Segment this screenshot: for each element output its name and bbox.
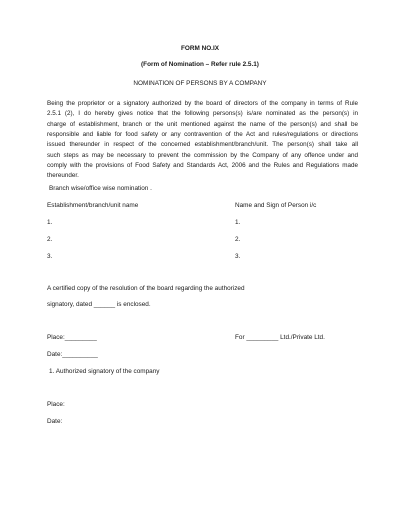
certified-copy-line: A certified copy of the resolution of the board regarding the authorized: [47, 285, 245, 292]
establishment-item: 2.: [47, 236, 53, 243]
paragraph-line: 2.5.1 (2), I do hereby gives notice that the following persons(s) is/are nominated as the person(s) in: [47, 110, 358, 118]
form-heading: NOMINATION OF PERSONS BY A COMPANY: [133, 80, 267, 87]
paragraph-line: responsible and liable for food safety or any contravention of the Act and rules/regulations or directions: [47, 131, 358, 139]
certified-copy-line: signatory, dated ______ is enclosed.: [47, 301, 151, 308]
nomination-paragraph: [47, 99, 358, 182]
person-header: Name and Sign of Person i/c: [235, 202, 317, 209]
branch-note: Branch wise/office wise nomination .: [49, 185, 152, 192]
paragraph-line: comply with the provisions of Food Safety and Standards Act, 2006 and the Rules and Regulations made: [47, 162, 358, 170]
person-item: 3.: [235, 253, 241, 260]
date-field: Date:__________: [47, 351, 98, 358]
establishment-item: 3.: [47, 253, 53, 260]
form-title: FORM NO.IX: [181, 45, 219, 52]
paragraph-line: thereunder.: [47, 172, 79, 180]
place-field-2: Place:: [47, 401, 65, 408]
establishment-header: Establishment/branch/unit name: [47, 202, 139, 209]
for-company-field: For _________ Ltd./Private Ltd.: [235, 334, 325, 341]
establishment-item: 1.: [47, 219, 53, 226]
date-field-2: Date:: [47, 418, 63, 425]
form-subtitle: (Form of Nomination – Refer rule 2.5.1): [141, 61, 259, 68]
place-field: Place:_________: [47, 334, 97, 341]
person-item: 1.: [235, 219, 241, 226]
paragraph-line: charge of establishment, branch or the unit mentioned against the name of the person(s) and shall be: [47, 120, 358, 128]
paragraph-line: such steps as may be necessary to prevent the commission by the Company of any offence under and: [47, 151, 358, 159]
paragraph-line: issued thereunder in respect of the concerned establishment/branch/unit. The person(s) shall take all: [47, 141, 358, 149]
paragraph-line: Being the proprietor or a signatory authorized by the board of directors of the company in terms of Rule: [47, 100, 358, 107]
person-item: 2.: [235, 236, 241, 243]
authorized-signatory: 1. Authorized signatory of the company: [49, 368, 160, 375]
